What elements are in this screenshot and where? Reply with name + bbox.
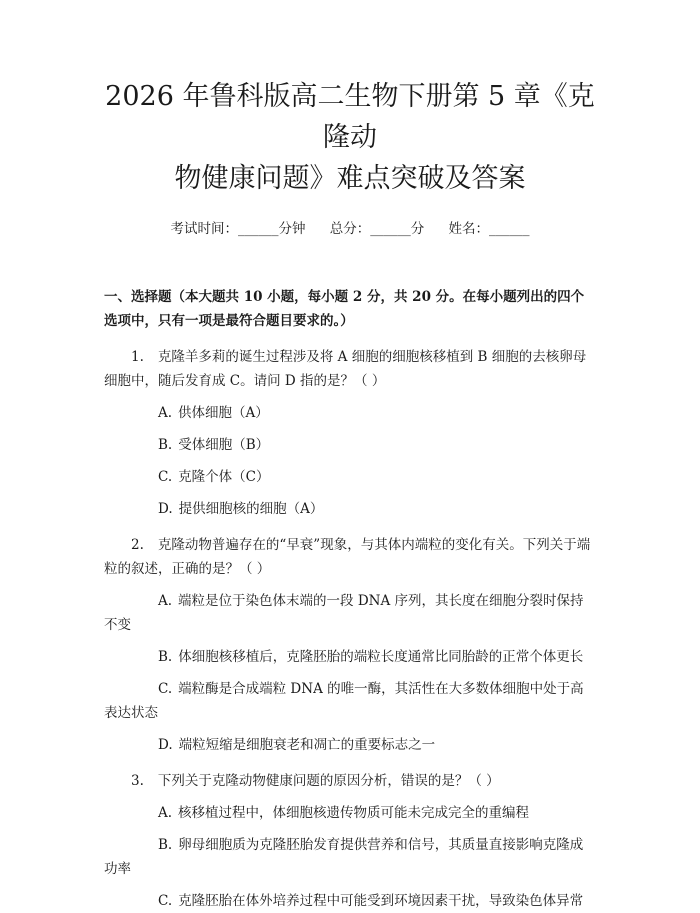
option-text: 端粒是位于染色体末端的一段 DNA 序列，其长度在细胞分裂时保持不变: [104, 593, 584, 633]
question-3-option-b: [104, 833, 596, 881]
exam-meta: [104, 219, 596, 239]
question-text: 克隆动物普遍存在的“早衰”现象，与其体内端粒的变化有关。下列关于端粒的叙述，正确的是？（ ）: [104, 537, 591, 577]
page-title: [104, 76, 596, 199]
option-text: 体细胞核移植后，克隆胚胎的端粒长度通常比同胎龄的正常个体更长: [178, 649, 584, 665]
question-1-option-c: [104, 465, 596, 489]
option-label: A.: [158, 593, 173, 609]
option-text: 克隆个体（C）: [178, 469, 270, 485]
exam-time-field: 考试时间：______分钟: [170, 221, 306, 237]
question-text: 克隆羊多莉的诞生过程涉及将 A 细胞的细胞核移植到 B 细胞的去核卵母细胞中，随后发育成 C。请问 D 指的是？（ ）: [104, 349, 587, 389]
question-2-option-c: [104, 677, 596, 725]
option-label: C.: [158, 469, 173, 485]
option-text: 端粒酶是合成端粒 DNA 的唯一酶，其活性在大多数体细胞中处于高表达状态: [104, 681, 584, 721]
option-text: 提供细胞核的细胞（A）: [178, 501, 324, 517]
option-text: 端粒短缩是细胞衰老和凋亡的重要标志之一: [178, 737, 436, 753]
option-label: A.: [158, 405, 173, 421]
option-label: D.: [158, 737, 173, 753]
question-2-option-b: [104, 645, 596, 669]
option-text: 卵母细胞质为克隆胚胎发育提供营养和信号，其质量直接影响克隆成功率: [104, 837, 584, 877]
question-number: 1.: [131, 349, 144, 365]
option-label: B.: [158, 837, 173, 853]
option-text: 克隆胚胎在体外培养过程中可能受到环境因素干扰，导致染色体异常: [178, 893, 584, 909]
option-text: 核移植过程中，体细胞核遗传物质可能未完成完全的重编程: [178, 805, 530, 821]
question-number: 3.: [131, 773, 144, 789]
question-number: 2.: [131, 537, 144, 553]
total-score-field: 总分：______分: [329, 221, 425, 237]
question-1-option-b: [104, 433, 596, 457]
question-3-option-a: [104, 801, 596, 825]
option-label: D.: [158, 501, 173, 517]
option-label: C.: [158, 681, 173, 697]
option-text: 受体细胞（B）: [178, 437, 270, 453]
student-name-field: 姓名：______: [448, 221, 530, 237]
option-label: A.: [158, 805, 173, 821]
question-1-option-d: [104, 497, 596, 521]
section-heading: 一、选择题（本大题共 10 小题，每小题 2 分，共 20 分。在每小题列出的四个选项中，只有一项是最符合题目要求的。）: [104, 289, 585, 329]
question-3: [104, 769, 596, 793]
question-2: [104, 533, 596, 581]
question-text: 下列关于克隆动物健康问题的原因分析，错误的是？（ ）: [157, 773, 500, 789]
question-2-option-d: [104, 733, 596, 757]
question-1: [104, 345, 596, 393]
option-label: B.: [158, 649, 173, 665]
question-2-option-a: [104, 589, 596, 637]
option-label: C.: [158, 893, 173, 909]
question-1-option-a: [104, 401, 596, 425]
title-line-2: 物健康问题》难点突破及答案: [174, 163, 526, 194]
option-label: B.: [158, 437, 173, 453]
question-3-option-c: [104, 889, 596, 913]
title-line-1: 2026 年鲁科版高二生物下册第 5 章《克隆动: [105, 81, 595, 153]
option-text: 供体细胞（A）: [178, 405, 269, 421]
